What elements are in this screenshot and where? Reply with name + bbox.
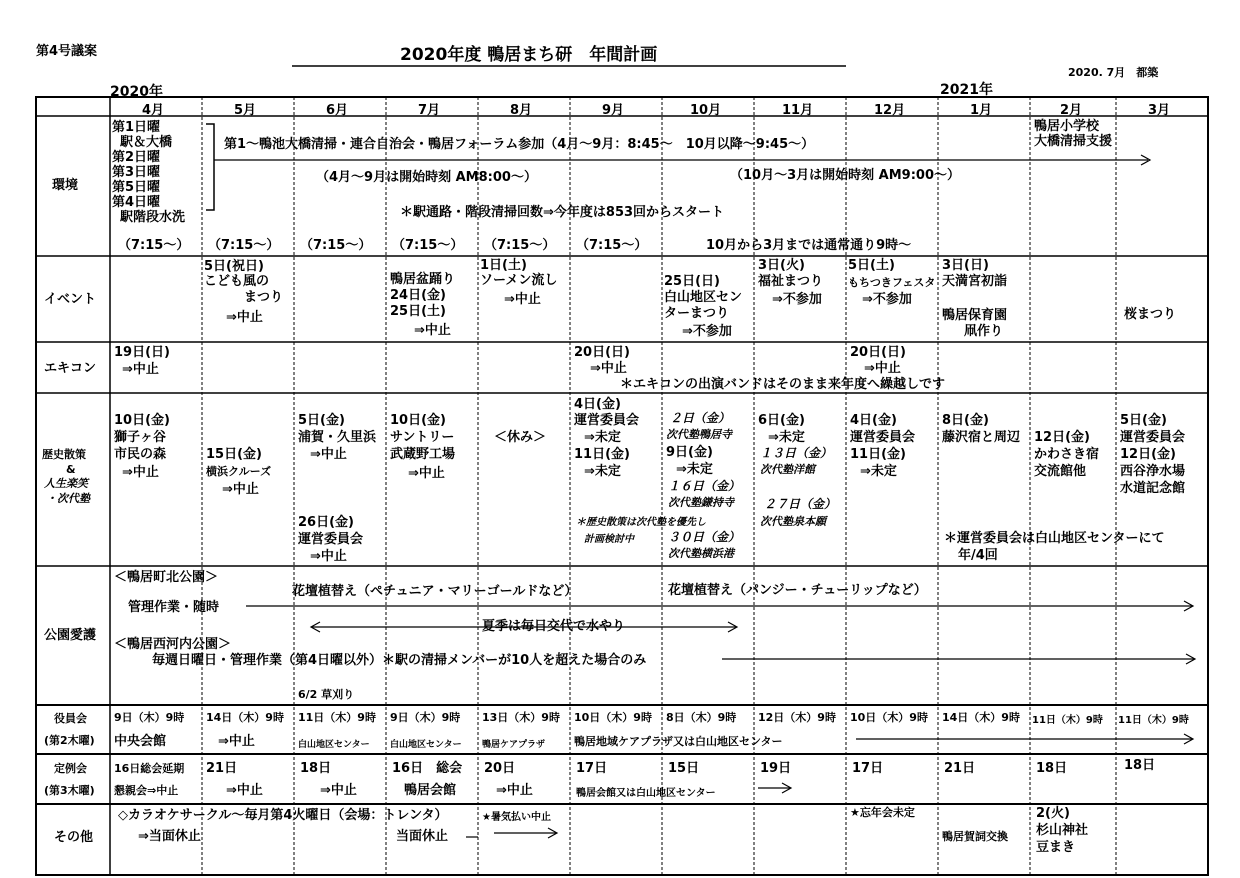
agenda-number: 第4号議案 — [36, 44, 98, 59]
yakuin-aug-venue: 鴨居ケアプラザ — [482, 740, 546, 750]
yakuin-date: 10日（木）9時 — [574, 711, 652, 724]
ekicon-apr: ⇒中止 — [122, 362, 159, 377]
sonota-feb: 豆まき — [1036, 840, 1076, 855]
rekishi-jul: 10日(金) — [390, 413, 446, 428]
row-label-sonota: その他 — [54, 830, 94, 845]
event-jul: 25日(土) — [390, 304, 446, 319]
kankyo-day: 第5日曜 — [112, 180, 161, 195]
rekishi-oct: １６日（金） — [668, 479, 741, 493]
rekishi-may: 15日(金) — [206, 447, 262, 462]
event-aug: 1日(土) — [480, 258, 527, 273]
kankyo-time: （7:15～） — [484, 238, 556, 253]
row-label-yakuin: 役員会 — [54, 712, 87, 725]
month-header: 2月 — [1060, 103, 1083, 118]
row-label-koen: 公園愛護 — [44, 628, 97, 643]
ekicon-apr: 19日(日) — [114, 345, 170, 360]
teirei-date: 21日 — [944, 761, 976, 776]
event-oct: ⇒不参加 — [682, 324, 732, 339]
koen-flowers2: 花壇植替え（パンジー・チューリップなど） — [668, 583, 927, 598]
rekishi-jun: 26日(金) — [298, 515, 354, 530]
rekishi-aug: ＜休み＞ — [494, 430, 547, 445]
rekishi-jun: ⇒中止 — [310, 549, 347, 564]
teirei-apr-note: 懇親会⇒中止 — [114, 784, 179, 797]
event-oct: 白山地区セン — [664, 290, 743, 305]
rekishi-dec: ⇒未定 — [860, 464, 897, 479]
rekishi-dec: 11日(金) — [850, 447, 906, 462]
sonota-apr: ⇒当面休止 — [138, 829, 201, 844]
yakuin-date: 13日（木）9時 — [482, 711, 560, 724]
ekicon-dec: ⇒中止 — [864, 361, 901, 376]
rekishi-nov: ⇒未定 — [768, 430, 805, 445]
teirei-date: 16日総会延期 — [114, 762, 185, 775]
rekishi-sep-note: 計画検討中 — [584, 534, 634, 545]
rekishi-jan: 藤沢宿と周辺 — [942, 430, 1021, 445]
rekishi-oct: 次代塾鴨居寺 — [666, 428, 732, 441]
kankyo-time: （7:15～） — [392, 238, 464, 253]
kankyo-start-oct: （10月～3月は開始時刻 AM9:00～） — [730, 168, 960, 183]
teirei-aug-note: ⇒中止 — [496, 783, 533, 798]
rekishi-feb: 12日(金) — [1034, 430, 1090, 445]
yakuin-date: 14日（木）9時 — [206, 711, 284, 724]
rekishi-oct: 次代塾鎌持寺 — [668, 496, 734, 509]
ekicon-sep: 20日(日) — [574, 345, 630, 360]
rekishi-jun: 5日(金) — [298, 413, 345, 428]
rekishi-sep: 運営委員会 — [574, 413, 640, 428]
kankyo-time: （7:15～） — [208, 238, 280, 253]
event-jul: ⇒中止 — [414, 323, 451, 338]
row-label-event: イベント — [44, 292, 97, 307]
teirei-sep-note: 鴨居会館又は白山地区センター — [576, 788, 716, 799]
yakuin-sep-venue: 鴨居地域ケアプラザ又は白山地区センター — [574, 735, 783, 748]
month-header: 10月 — [690, 103, 722, 118]
sonota-jan: 鴨居賀詞交換 — [942, 830, 1008, 843]
event-dec: ⇒不参加 — [862, 292, 912, 307]
row-label-rekishi-amp: & — [66, 463, 76, 476]
teirei-jul-note: 鴨居会館 — [404, 783, 457, 798]
rekishi-sep: ⇒未定 — [584, 464, 621, 479]
koen-park1: ＜鴨居町北公園＞ — [114, 570, 219, 585]
kankyo-jan2: 大橋清掃支援 — [1034, 134, 1113, 149]
kankyo-day: 第1日曜 — [112, 120, 161, 135]
kankyo-jan1: 鴨居小学校 — [1034, 119, 1100, 134]
yakuin-may-venue: ⇒中止 — [218, 734, 255, 749]
ekicon-dec: 20日(日) — [850, 345, 906, 360]
month-header: 4月 — [142, 103, 165, 118]
rekishi-oct: ２日（金） — [670, 411, 731, 425]
koen-park2: ＜鴨居西河内公園＞ — [114, 637, 232, 652]
year-label-2021: 2021年 — [940, 82, 993, 98]
month-header: 3月 — [1148, 103, 1171, 118]
koen-mgmt: 管理作業・随時 — [128, 600, 220, 615]
teirei-may-note: ⇒中止 — [226, 783, 263, 798]
koen-flowers1: 花壇植替え（ペチュニア・マリーゴールドなど） — [292, 584, 578, 599]
teirei-date: 17日 — [852, 761, 884, 776]
rekishi-dec: 4日(金) — [850, 413, 897, 428]
rekishi-oct: ⇒未定 — [676, 462, 713, 477]
rekishi-nov: 6日(金) — [758, 413, 805, 428]
teirei-date: 17日 — [576, 761, 608, 776]
event-may: ⇒中止 — [226, 310, 263, 325]
event-oct: ターまつり — [664, 306, 730, 321]
rekishi-mar: 運営委員会 — [1120, 430, 1186, 445]
event-jul: 24日(金) — [390, 288, 446, 303]
row-label-teirei: 定例会 — [54, 762, 87, 775]
rekishi-jul: ⇒中止 — [408, 466, 445, 481]
koen-summer: 夏季は毎日交代で水やり — [482, 619, 626, 634]
teirei-jun-note: ⇒中止 — [320, 783, 357, 798]
teirei-date: 21日 — [206, 761, 238, 776]
sonota-karaoke: ◇カラオケサークル～毎月第4火曜日（会場：トレンタ） — [118, 808, 448, 823]
yakuin-jun-venue: 白山地区センター — [298, 740, 370, 750]
teirei-date: 19日 — [760, 761, 792, 776]
year-label-2020: 2020年 — [110, 84, 163, 100]
row-label-jinsei: 人生楽笑 — [44, 477, 88, 490]
kankyo-oct-note: 10月から3月までは通常通り9時～ — [706, 238, 912, 253]
sonota-aug: ★暑気払い中止 — [482, 812, 551, 823]
rekishi-sep: 4日(金) — [574, 397, 621, 412]
rekishi-mar: 12日(金) — [1120, 447, 1176, 462]
teirei-date: 18日 — [300, 761, 332, 776]
rekishi-dec: 運営委員会 — [850, 430, 916, 445]
rekishi-nov: 次代塾泉本願 — [760, 515, 826, 528]
rekishi-oct: 9日(金) — [666, 445, 713, 460]
event-oct: 25日(日) — [664, 274, 720, 289]
teirei-date: 18日 — [1124, 758, 1156, 773]
row-label-kankyo: 環境 — [52, 178, 79, 193]
rekishi-oct: ３０日（金） — [668, 530, 741, 544]
kankyo-start-apr: （4月～9月は開始時刻 AM8:00～） — [316, 170, 537, 185]
ekicon-sep: ⇒中止 — [590, 361, 627, 376]
koen-kusakari: 6/2 草刈り — [298, 688, 355, 701]
month-header: 12月 — [874, 103, 906, 118]
event-dec: 5日(土) — [848, 258, 895, 273]
rekishi-nov: １３日（金） — [760, 446, 833, 460]
yakuin-apr-venue: 中央会館 — [114, 734, 167, 749]
month-header: 5月 — [234, 103, 257, 118]
yakuin-date: 12日（木）9時 — [758, 711, 836, 724]
row-label-jidaijuku: ・次代塾 — [46, 492, 90, 505]
kankyo-note: ＊駅通路・階段清掃回数⇒今年度は853回からスタート — [400, 205, 725, 220]
event-jul: 鴨居盆踊り — [390, 272, 456, 287]
kankyo-day: 第3日曜 — [112, 165, 161, 180]
kankyo-day: 第4日曜 — [112, 195, 161, 210]
row-label-ekicon: エキコン — [44, 361, 97, 376]
rekishi-may: ⇒中止 — [222, 482, 259, 497]
teirei-date: 15日 — [668, 761, 700, 776]
rekishi-sep-note: ＊歴史散策は次代塾を優先し — [576, 517, 706, 528]
kankyo-time: （7:15～） — [576, 238, 648, 253]
event-nov: ⇒不参加 — [772, 292, 822, 307]
kankyo-day: 駅＆大橋 — [120, 135, 173, 150]
sonota-feb: 杉山神社 — [1036, 823, 1089, 838]
rekishi-jun: 運営委員会 — [298, 532, 364, 547]
yakuin-date: 9日（木）9時 — [114, 711, 185, 724]
yakuin-date: 11日（木）9時 — [1032, 715, 1103, 726]
rekishi-jan: 8日(金) — [942, 413, 989, 428]
rekishi-apr: 10日(金) — [114, 413, 170, 428]
rekishi-oct: 次代塾横浜港 — [668, 547, 734, 560]
yakuin-jul-venue: 白山地区センター — [390, 740, 462, 750]
event-jan: 鴨居保育園 — [942, 308, 1008, 323]
month-header: 11月 — [782, 103, 814, 118]
kankyo-day: 駅階段水洗 — [120, 210, 186, 225]
ekicon-note: ＊エキコンの出演バンドはそのまま来年度へ繰越しです — [620, 377, 946, 392]
page-title: 2020年度 鴨居まち研 年間計画 — [400, 45, 658, 65]
month-header: 7月 — [418, 103, 441, 118]
event-jan: 天満宮初詣 — [942, 274, 1008, 289]
rekishi-feb: 交流館他 — [1034, 464, 1087, 479]
event-jan: 凧作り — [964, 324, 1004, 339]
yakuin-date: 10日（木）9時 — [850, 711, 928, 724]
teirei-date: 20日 — [484, 761, 516, 776]
row-label-teirei-sub: (第3木曜) — [44, 784, 95, 797]
event-mar: 桜まつり — [1124, 307, 1177, 322]
sonota-dec: ★忘年会未定 — [850, 806, 915, 819]
rekishi-jun: 浦賀・久里浜 — [298, 430, 377, 445]
event-nov: 3日(火) — [758, 258, 805, 273]
event-may: まつり — [244, 290, 284, 305]
event-may: こども風の — [204, 274, 270, 289]
rekishi-note: ＊運営委員会は白山地区センターにて — [944, 531, 1165, 546]
rekishi-nov: ２７日（金） — [764, 497, 837, 511]
month-header: 8月 — [510, 103, 533, 118]
yakuin-date: 14日（木）9時 — [942, 711, 1020, 724]
rekishi-jul: サントリー — [390, 430, 455, 445]
rekishi-mar: 水道記念館 — [1120, 481, 1186, 496]
rekishi-apr: 市民の森 — [114, 447, 167, 462]
rekishi-feb: かわさき宿 — [1034, 447, 1100, 462]
date-author: 2020. 7月 都築 — [1068, 66, 1159, 79]
sonota-jul: 当面休止 — [396, 829, 449, 844]
rekishi-may: 横浜クルーズ — [206, 465, 272, 478]
kankyo-line1: 第1～鴨池大橋清掃・連合自治会・鴨居フォーラム参加（4月～9月：8:45～ 10月以降～9:45～） — [224, 137, 815, 152]
row-label-rekishi: 歴史散策 — [42, 448, 86, 461]
kankyo-time: （7:15～） — [118, 238, 190, 253]
kankyo-day: 第2日曜 — [112, 150, 161, 165]
yakuin-date: 11日（木）9時 — [1118, 715, 1189, 726]
rekishi-note: 年/4回 — [958, 548, 998, 563]
event-dec: もちつきフェスタ — [848, 276, 936, 289]
event-aug: ⇒中止 — [504, 292, 541, 307]
month-header: 6月 — [326, 103, 349, 118]
row-label-yakuin-sub: (第2木曜) — [44, 734, 95, 747]
rekishi-apr: ⇒中止 — [122, 465, 159, 480]
rekishi-nov: 次代塾洋館 — [760, 463, 815, 476]
teirei-date: 18日 — [1036, 761, 1068, 776]
month-header: 1月 — [970, 103, 993, 118]
yakuin-date: 8日（木）9時 — [666, 711, 737, 724]
kankyo-time: （7:15～） — [300, 238, 372, 253]
rekishi-mar: 5日(金) — [1120, 413, 1167, 428]
event-aug: ソーメン流し — [480, 273, 558, 288]
yakuin-date: 9日（木）9時 — [390, 711, 461, 724]
koen-weekly: 毎週日曜日・管理作業（第4日曜以外）＊駅の清掃メンバーが10人を超えた場合のみ — [152, 653, 647, 668]
event-may: 5日(祝日) — [204, 259, 264, 274]
sonota-feb: 2(火) — [1036, 806, 1070, 821]
rekishi-mar: 西谷浄水場 — [1120, 464, 1186, 479]
month-header: 9月 — [602, 103, 625, 118]
rekishi-apr: 獅子ヶ谷 — [114, 430, 167, 445]
teirei-date: 16日 総会 — [392, 761, 463, 776]
yakuin-date: 11日（木）9時 — [298, 711, 376, 724]
event-jan: 3日(日) — [942, 258, 989, 273]
event-nov: 福祉まつり — [758, 274, 824, 289]
rekishi-jul: 武蔵野工場 — [390, 447, 456, 462]
rekishi-sep: ⇒未定 — [584, 430, 621, 445]
rekishi-jun: ⇒中止 — [310, 447, 347, 462]
rekishi-sep: 11日(金) — [574, 447, 630, 462]
